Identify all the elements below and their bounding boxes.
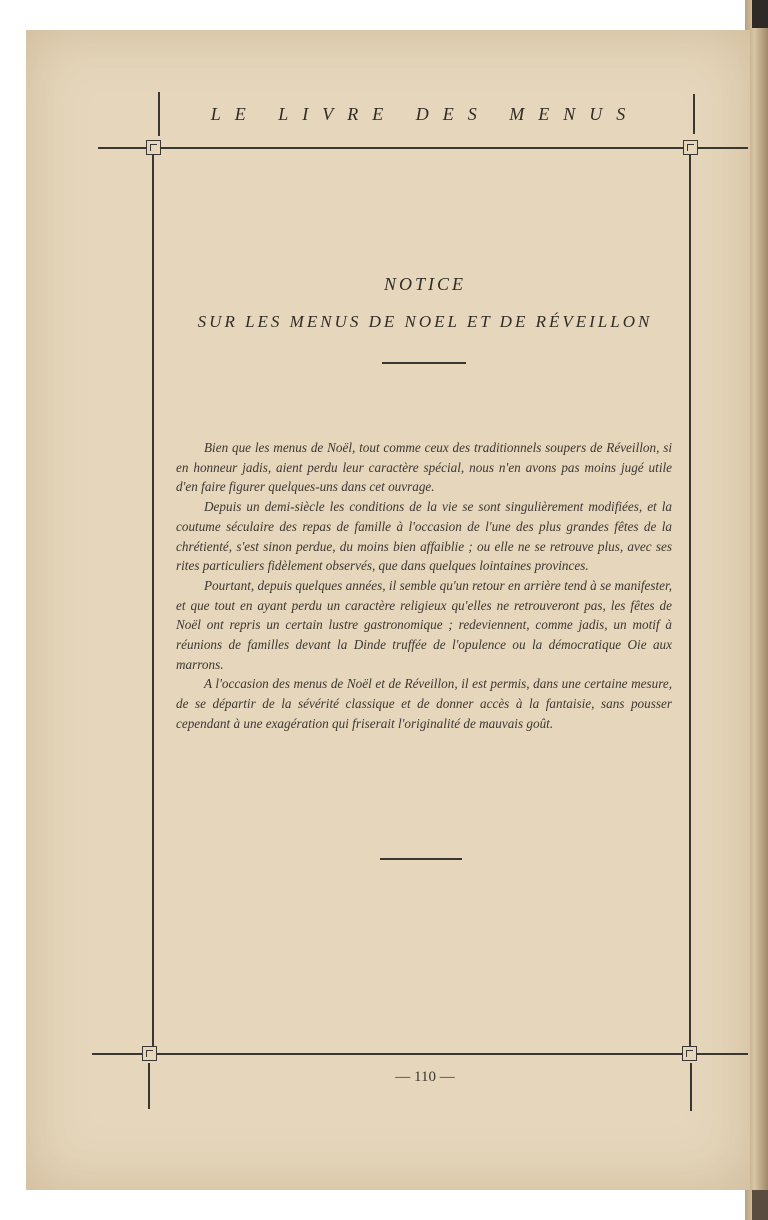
frame-bottom-rule [92,1053,748,1055]
corner-ornament-top-right [683,140,698,155]
notice-title: NOTICE [383,274,466,294]
notice-body [176,438,672,734]
book-binding-top [752,0,768,28]
page-number: — 110 — [395,1069,455,1085]
paragraph: A l'occasion des menus de Noël et de Réveillon, il est permis, dans une certaine mesure, de se départir de la sévérité classique et de donner accès à la fantaisie, sans pousser cependant à une exagération qui friserait l'originalité de mauvais goût. [176,676,672,731]
running-head: LE LIVRE DES MENUS [210,104,640,124]
paragraph: Bien que les menus de Noël, tout comme ceux des traditionnels soupers de Réveillon, si en honneur jadis, aient perdu leur caractère spécial, nous n'en avons pas moins jugé utile d'en faire figurer quelques-uns dans cet ouvrage. [176,440,672,495]
paragraph: Depuis un demi-siècle les conditions de la vie se sont singulièrement modifiées, et la coutume séculaire des repas de famille à l'occasion de l'une des plus grandes fêtes de la chrétienté, s'est sinon perdue, du moins bien affaiblie ; ou elle ne se retrouve plus, avec ses rites particuliers fidèlement observés, que dans quelques lointaines provinces. [176,499,672,574]
paragraph: Pourtant, depuis quelques années, il semble qu'un retour en arrière tend à se manifester, et que tout en ayant perdu un caractère religieux qu'elles ne retrouveront pas, les fêtes de Noël ont repris un certain lustre gastronomique ; redeviennent, comme jadis, un motif à réunions de familles devant la Dinde truffée de l'opulence ou la démocratique Oie aux marrons. [176,577,672,672]
frame-tick-bottom-right [690,1063,692,1111]
frame-left-rule [152,147,154,1057]
frame-tick-top-right [693,94,695,134]
closing-divider [380,858,462,860]
book-binding-bottom [752,1190,768,1220]
frame-tick-top-left [158,92,160,136]
notice-subtitle: SUR LES MENUS DE NOEL ET DE RÉVEILLON [197,312,653,331]
frame-tick-bottom-left [148,1063,150,1109]
frame-top-rule [98,147,748,149]
corner-ornament-bottom-right [682,1046,697,1061]
corner-ornament-bottom-left [142,1046,157,1061]
corner-ornament-top-left [146,140,161,155]
title-divider [382,362,466,364]
